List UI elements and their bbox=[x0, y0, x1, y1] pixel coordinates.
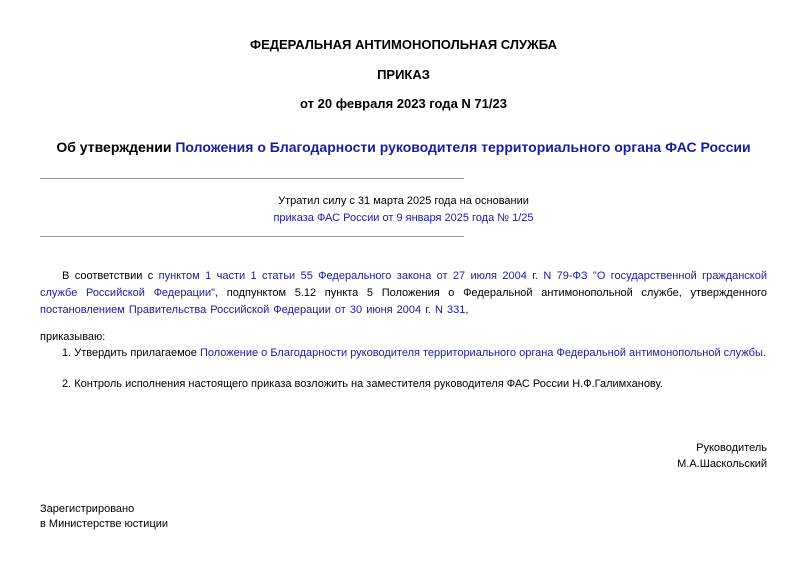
divider-bottom bbox=[40, 236, 464, 237]
signature-name: М.А.Шаскольский bbox=[677, 458, 767, 470]
agency-name: ФЕДЕРАЛЬНАЯ АНТИМОНОПОЛЬНАЯ СЛУЖБА bbox=[249, 37, 558, 52]
preamble-text-3: , bbox=[465, 304, 469, 316]
preamble-text-1: В соответствии с bbox=[62, 270, 159, 282]
signature-position: Руководитель bbox=[696, 442, 767, 454]
order-word: приказываю: bbox=[40, 331, 106, 343]
item-1-text: 1. Утвердить прилагаемое bbox=[62, 347, 200, 359]
item-1-link[interactable]: Положение о Благодарности руководителя территориального органа Федеральной антимонопольной службы. bbox=[199, 347, 766, 359]
registration-line-2: в Министерстве юстиции bbox=[40, 518, 169, 530]
divider-top bbox=[40, 178, 464, 179]
document-type: ПРИКАЗ bbox=[377, 67, 430, 82]
registration-line-1: Зарегистрировано bbox=[40, 503, 135, 515]
title-prefix: Об утверждении bbox=[56, 139, 176, 155]
document-title bbox=[40, 139, 767, 155]
preamble-paragraph bbox=[40, 268, 767, 319]
preamble-text-2: , подпунктом 5.12 пункта 5 Положения о Федеральной антимонопольной службе, утвержденного bbox=[215, 287, 767, 299]
title-link[interactable]: Положения о Благодарности руководителя территориального органа ФАС России bbox=[175, 139, 751, 155]
status-note-line: Утратил силу с 31 марта 2025 года на основании bbox=[278, 195, 529, 207]
preamble-law-link[interactable]: пунктом 1 части 1 статьи 55 Федерального закона от 27 июля 2004 г. N 79-ФЗ "О государственной гражданской службе Российской Федерации" bbox=[40, 270, 767, 299]
order-item-1 bbox=[62, 347, 766, 359]
order-item-2: 2. Контроль исполнения настоящего приказа возложить на заместителя руководителя ФАС России Н.Ф.Галимханову. bbox=[62, 378, 663, 390]
document-date-number: от 20 февраля 2023 года N 71/23 bbox=[300, 96, 507, 111]
status-note-link[interactable]: приказа ФАС России от 9 января 2025 года № 1/25 bbox=[273, 212, 534, 224]
preamble-resolution-link[interactable]: постановлением Правительства Российской Федерации от 30 июня 2004 г. N 331 bbox=[40, 304, 466, 316]
